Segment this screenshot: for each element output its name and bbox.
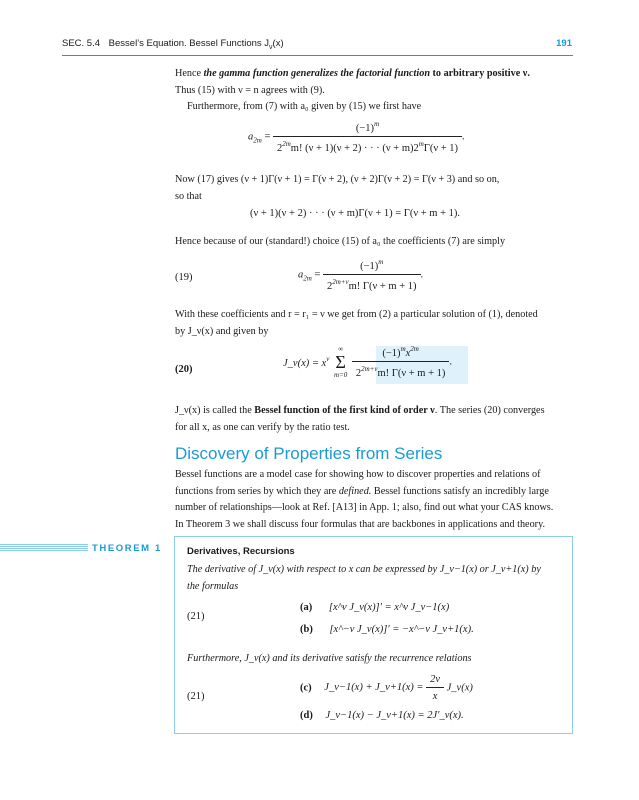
formula-21a: (a) [x^ν J_ν(x)]′ = x^ν J_ν−1(x) xyxy=(300,602,450,613)
fraction: $\frac{(-1)^m}{2^{2m+\nu}m! \Gamma(\nu + m + 1)}$ xyxy=(323,258,421,292)
page-number: 191 xyxy=(556,38,572,49)
theorem-label: THEOREM 1 xyxy=(92,543,162,554)
fraction: $\frac{(-1)^mx^{2m}}{2^{2m+\nu}m! \Gamma(\nu + m + 1)}$ xyxy=(352,345,450,379)
equation-label-20: (20) xyxy=(175,364,193,375)
running-header xyxy=(62,38,572,54)
formula-21b: (b) [x^−ν J_ν(x)]′ = −x^−ν J_ν+1(x). xyxy=(300,624,474,635)
equation-a2m-expanded: $a_{2m}$ = $\frac{(-1)^m}{2^{2m}m! (\nu + 1)(\nu + 2) \cdot \cdot \cdot (\nu + m)2^m\Gamma(\nu + 1)}$ . xyxy=(248,120,465,154)
equation-label-21b: (21) xyxy=(187,691,205,702)
formula-21c: (c) J_ν−1(x) + J_ν+1(x) = $\frac{2\nu}{x}$ J_ν(x) xyxy=(300,674,473,702)
equation-label-21a: (21) xyxy=(187,611,205,622)
equation-20: J_ν(x) = $x^\nu$ ∞ Σ m=0 $\frac{(-1)^mx^{2m}}{2^{2m+\nu}m! \Gamma(\nu + m + 1)}$ . xyxy=(283,345,453,379)
equation-gamma-product: (ν + 1)(ν + 2) · · · (ν + m)Γ(ν + 1) = Γ(ν + m + 1). xyxy=(250,208,460,219)
formula-21d: (d) J_ν−1(x) − J_ν+1(x) = 2J′_ν(x). xyxy=(300,710,464,721)
theorem-label-rule xyxy=(0,544,88,551)
paragraph-solution: With these coefficients and r = r₁ = ν we get from (2) a particular solution of (1), denoted by J_ν(x) and given by xyxy=(175,309,538,337)
section-number: SEC. 5.4 xyxy=(62,38,101,49)
summation: ∞ Σ m=0 xyxy=(333,345,348,379)
section-heading: Discovery of Properties from Series xyxy=(175,444,443,463)
equation-19: $a_{2m}$ = $\frac{(-1)^m}{2^{2m+\nu}m! \Gamma(\nu + m + 1)}$ . xyxy=(298,258,424,292)
paragraph-gamma: Hence the gamma function generalizes the factorial function to arbitrary positive ν. Thus (15) with ν = n agrees with (9). Furthermore, from (7) with a₀ given by (15) we first have xyxy=(175,68,530,112)
fraction: $\frac{2\nu}{x}$ xyxy=(426,674,444,702)
theorem-intro: The derivative of J_ν(x) with respect to x can be expressed by J_ν−1(x) or J_ν+1(x) by the formulas xyxy=(187,564,541,592)
paragraph-discovery: Bessel functions are a model case for showing how to discover properties and relations of functions from series by which they are defined. Bessel functions satisfy an incredibly large number of relationships—look at Ref. [A13] in App. 1; also, find out what your CAS knows. In Theorem 3 we shall discuss four formulas that are backbones in applications and theory. xyxy=(175,469,554,530)
paragraph-bessel-definition: J_ν(x) is called the Bessel function of the first kind of order ν. The series (20) converges for all x, as one can verify by the ratio test. xyxy=(175,405,545,433)
equation-label-19: (19) xyxy=(175,272,193,283)
theorem-title: Derivatives, Recursions xyxy=(187,546,295,557)
fraction: $\frac{(-1)^m}{2^{2m}m! (\nu + 1)(\nu + 2) \cdot \cdot \cdot (\nu + m)2^m\Gamma(\nu + 1)}$ xyxy=(273,120,462,154)
theorem-recurrence-intro: Furthermore, J_ν(x) and its derivative satisfy the recurrence relations xyxy=(187,653,472,664)
header-title: Bessel’s Equation. Bessel Functions $J_\nu(x)$ xyxy=(108,38,284,51)
header-rule xyxy=(62,55,573,56)
paragraph-recursion: Now (17) gives (ν + 1)Γ(ν + 1) = Γ(ν + 2), (ν + 2)Γ(ν + 2) = Γ(ν + 3) and so on, so that xyxy=(175,174,500,202)
paragraph-coefficients: Hence because of our (standard!) choice (15) of a₀ the coefficients (7) are simply xyxy=(175,236,506,247)
